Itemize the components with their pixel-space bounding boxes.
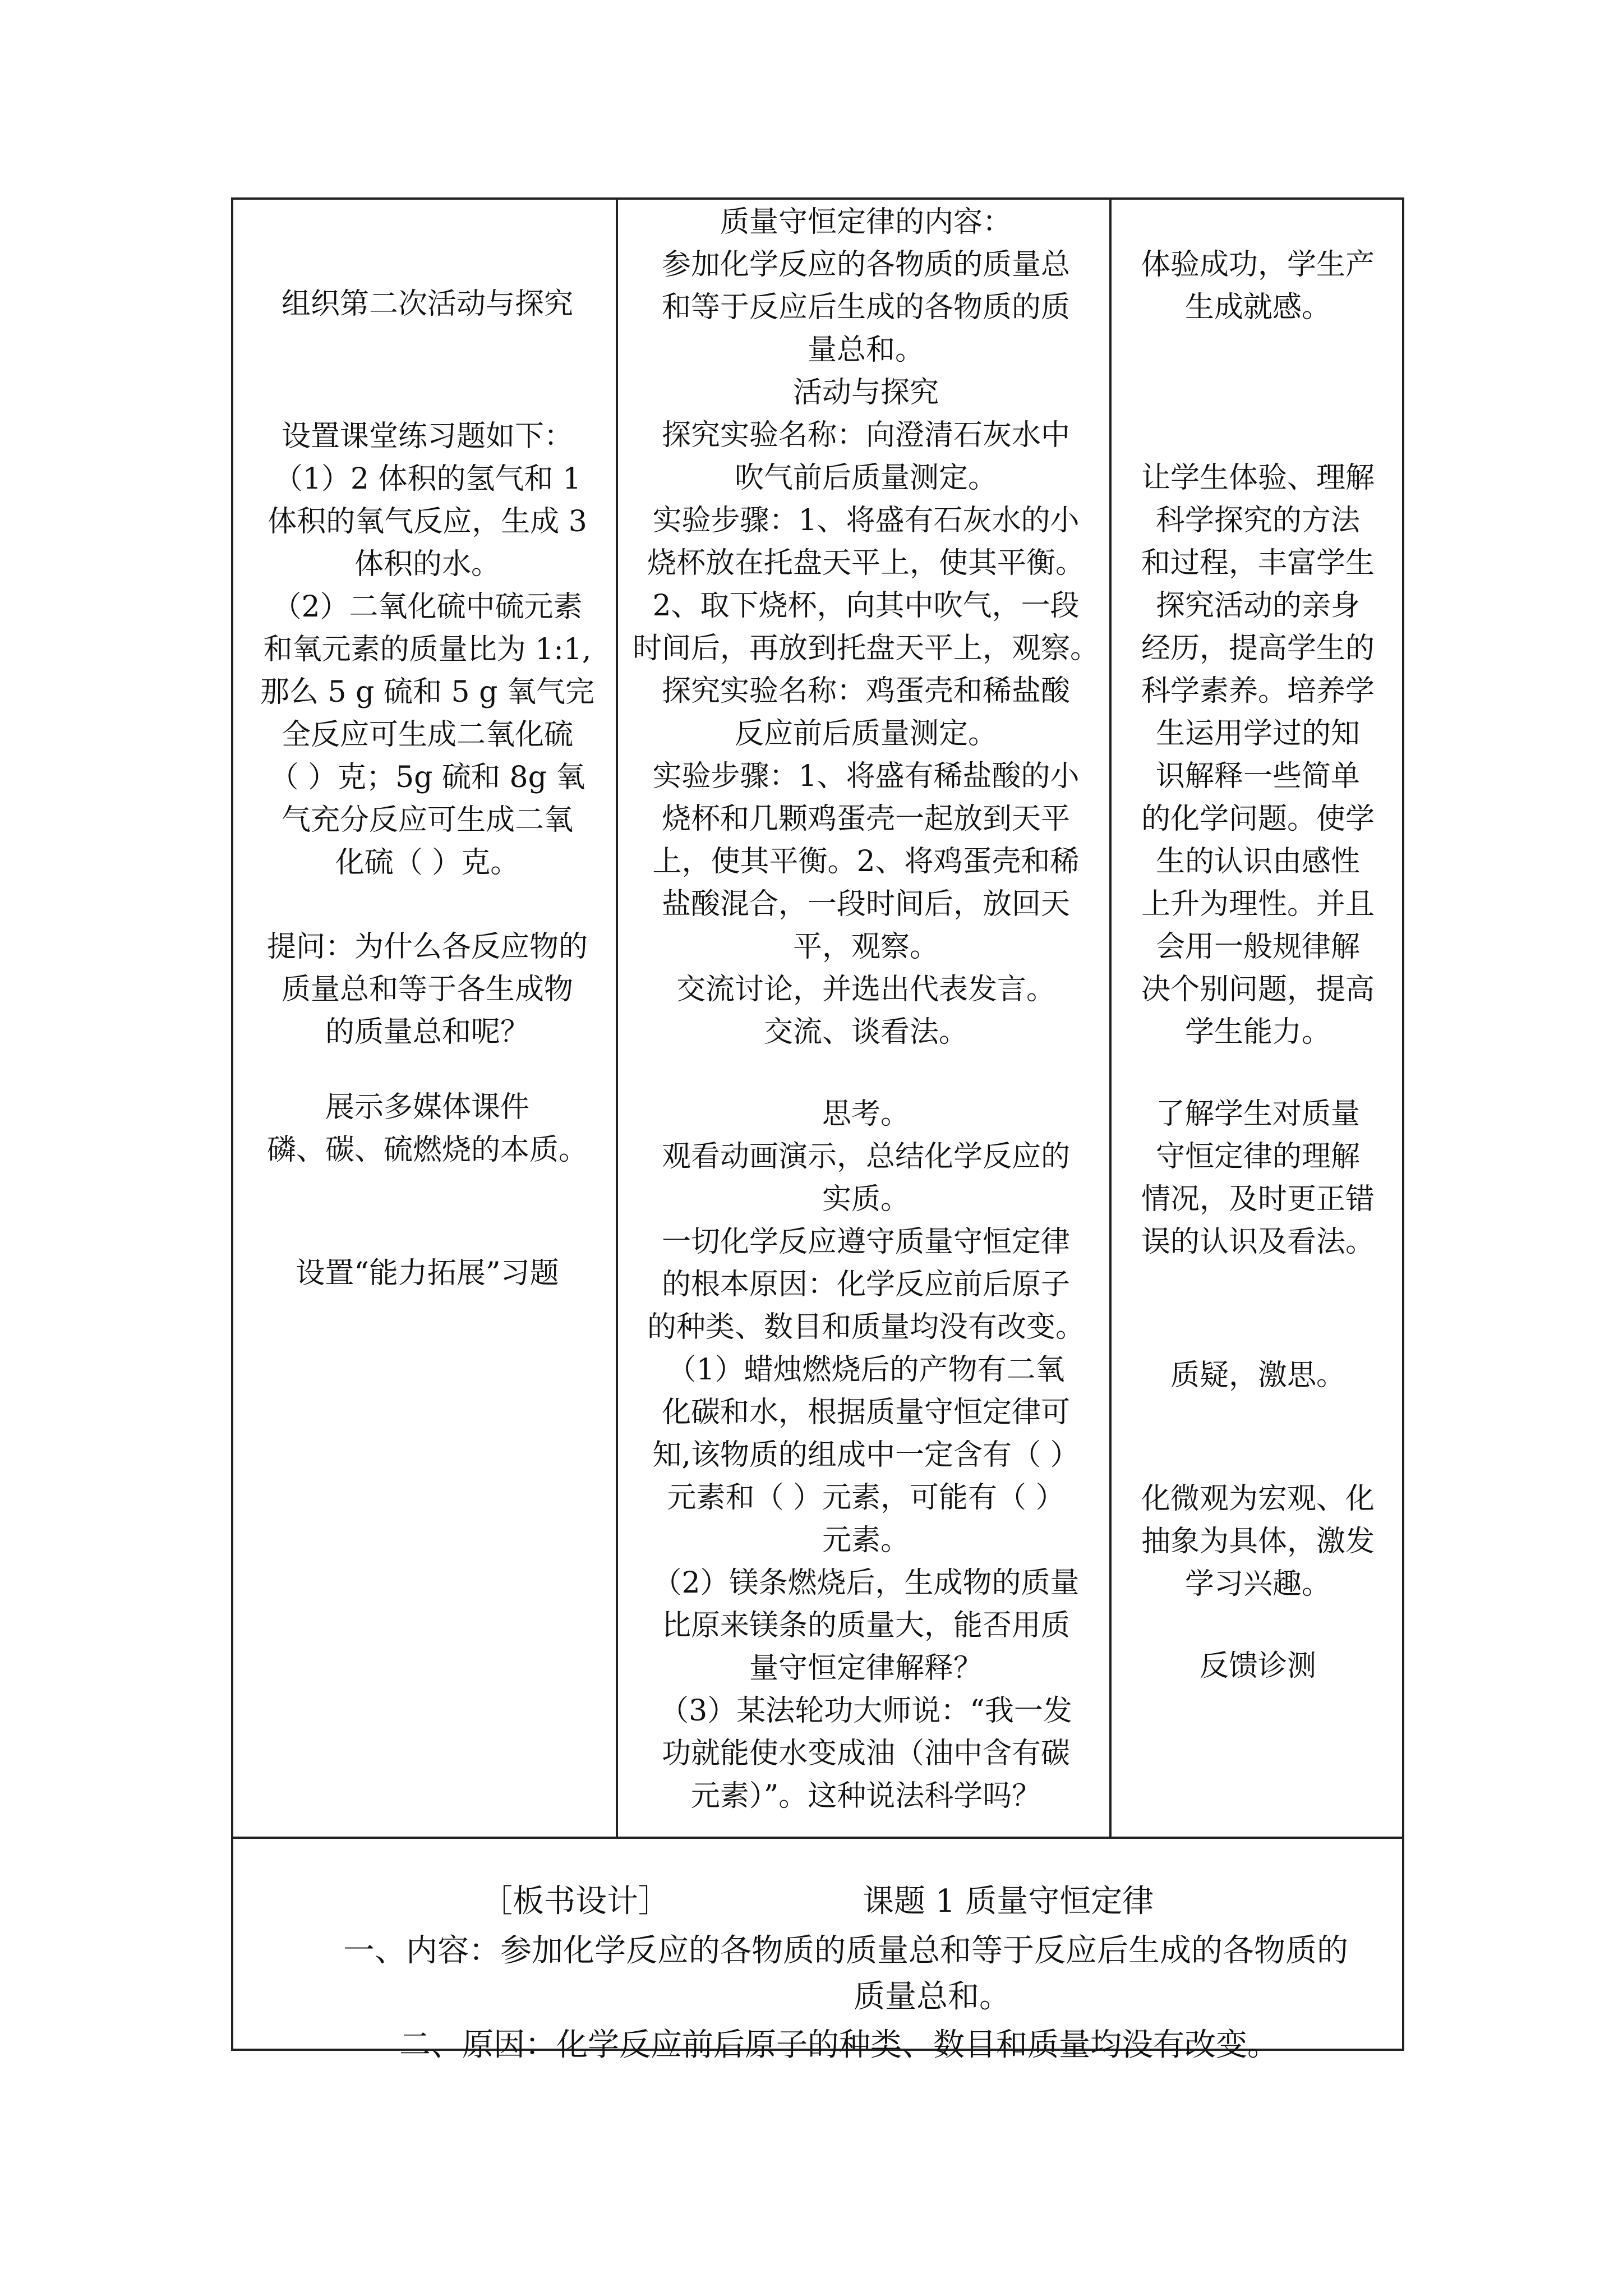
student-activities-a: 质量守恒定律的内容： 参加化学反应的各物质的质量总 和等于反应后生成的各物质的质 量总和。 活动与探究 探究实验名称：向澄清石灰水中 吹气前后质量测定。 实验步骤：1、将盛有石灰水的小 烧杯放在托盘天平上，使其平衡。 2、取下烧杯，向其中吹气，一段 时间后，再放到托盘天平上，观察。 探究实验名称：鸡蛋壳和稀盐酸 反应前后质量测定。 实验步骤：1、将盛有稀盐酸的小 烧杯和几颗鸡蛋壳一起放到天平 上，使其平衡。2、将鸡蛋壳和稀 盐酸混合，一段时间后，放回天 平，观察。 交流讨论，并选出代表发言。 交流、谈看法。	[632, 205, 1099, 1049]
board-title: 课题 1 质量守恒定律	[863, 1883, 1154, 1920]
board-content-2: 质量总和。	[854, 1978, 1011, 2015]
column-divider-2	[1109, 197, 1112, 1839]
intent-purpose: 让学生体验、理解 科学探究的方法 和过程，丰富学生 探究活动的亲身 经历，提高学生的 科学素养。培养学 生运用学过的知 识解释一些简单 的化学问题。使学 生的认识由感性 上升为理性。并且 会用一般规律解 决个别问题，提高 学生能力。	[1141, 461, 1375, 1049]
teacher-exercise: 设置课堂练习题如下： （1）2 体积的氢气和 1 体积的氧气反应，生成 3 体积的水。 （2）二氧化硫中硫元素 和氧元素的质量比为 1:1, 那么 5 g 硫和 5 g 氧气完 全反应可生成二氧化硫 （ ）克；5g 硫和 8g 氧 气充分反应可生成二氧 化硫（ ）克。	[260, 420, 594, 880]
intent-feedback: 反馈诊测	[1199, 1649, 1316, 1683]
row-divider	[231, 1837, 1404, 1839]
column-divider-1	[616, 197, 618, 1839]
teacher-question: 提问：为什么各反应物的 质量总和等于各生成物 的质量总和呢？	[266, 930, 588, 1049]
board-label: ［板书设计］	[481, 1883, 670, 1920]
intent-doubt: 质疑，激思。	[1170, 1359, 1345, 1392]
intent-success: 体验成功，学生产 生成就感。	[1141, 248, 1375, 324]
teacher-multimedia: 展示多媒体课件 磷、碳、硫燃烧的本质。	[266, 1091, 588, 1167]
student-activities-b: 思考。 观看动画演示，总结化学反应的 实质。 一切化学反应遵守质量守恒定律 的根本原因：化学反应前后原子 的种类、数目和质量均没有改变。 （1）蜡烛燃烧后的产物有二氧 化碳和水，根据质量守恒定律可 知,该物质的组成中一定含有（ ） 元素和（ ）元素，可能有（ ） 元素。 （2）镁条燃烧后，生成物的质量 比原来镁条的质量大，能否用质 量守恒定律解释？ （3）某法轮功大师说：“我一发 功就能使水变成油（油中含有碳 元素）”。这种说法科学吗？	[647, 1097, 1085, 1813]
intent-understand: 了解学生对质量 守恒定律的理解 情况，及时更正错 误的认识及看法。	[1141, 1097, 1375, 1259]
teacher-activity-two: 组织第二次活动与探究	[281, 287, 573, 321]
board-content-1: 一、内容：参加化学反应的各物质的质量总和等于反应后生成的各物质的	[343, 1932, 1348, 1969]
board-reason: 二、原因：化学反应前后原子的种类、数目和质量均没有改变。	[399, 2027, 1279, 2063]
intent-macro: 化微观为宏观、化 抽象为具体，激发 学习兴趣。	[1141, 1482, 1375, 1601]
teacher-extension: 设置“能力拓展”习题	[296, 1257, 559, 1290]
